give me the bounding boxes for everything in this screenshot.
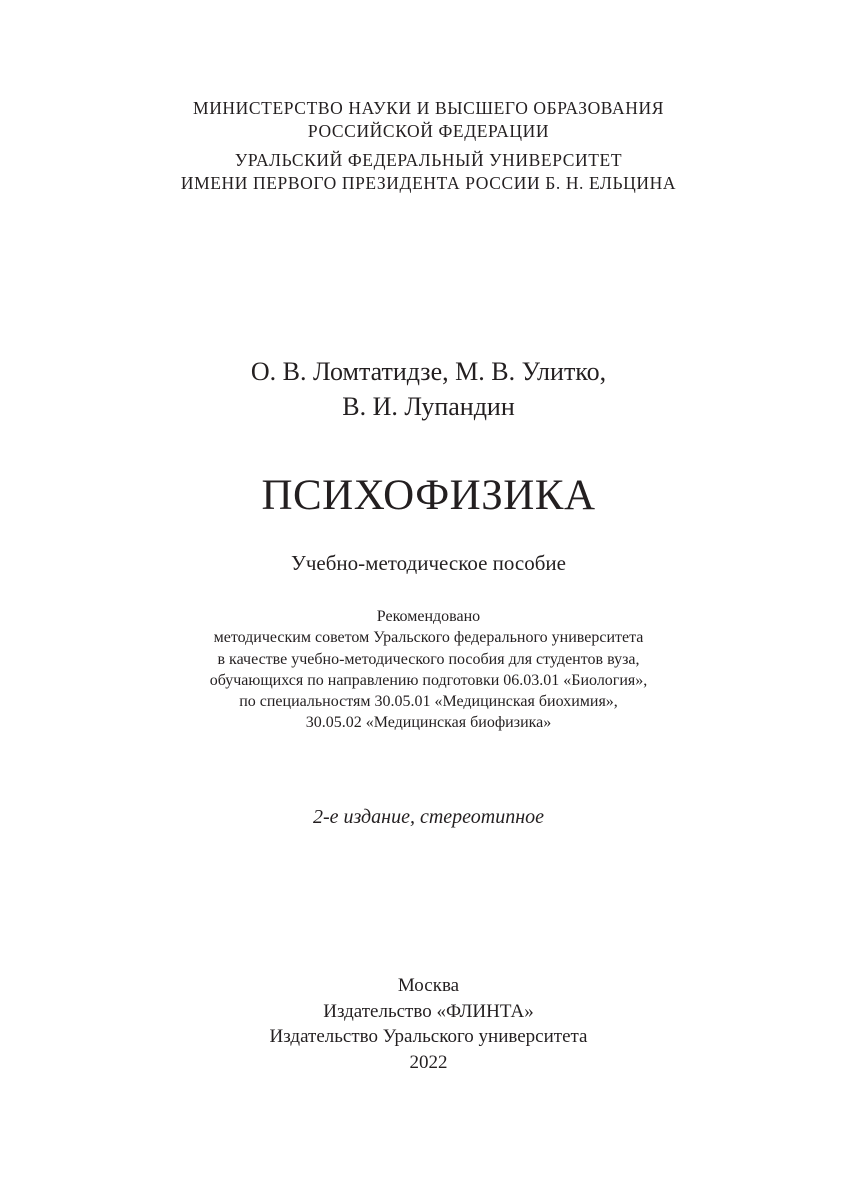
imprint-year: 2022 bbox=[409, 1051, 448, 1073]
recommendation-line-1: Рекомендовано bbox=[376, 608, 481, 625]
recommendation-note bbox=[0, 606, 857, 734]
edition-note: 2-е издание, стереотипное bbox=[312, 806, 545, 828]
university-line-2: ИМЕНИ ПЕРВОГО ПРЕЗИДЕНТА РОССИИ Б. Н. ЕЛЬЦИНА bbox=[180, 173, 677, 193]
imprint-publisher-1: Издательство «ФЛИНТА» bbox=[323, 1000, 534, 1022]
institution-header bbox=[0, 97, 857, 195]
imprint-city: Москва bbox=[397, 975, 460, 996]
authors bbox=[0, 354, 857, 424]
authors-line-1: О. В. Ломтатидзе, М. В. Улитко, bbox=[250, 357, 607, 386]
recommendation-line-5: по специальностям 30.05.01 «Медицинская биохимия», bbox=[239, 693, 618, 711]
authors-line-2: В. И. Лупандин bbox=[342, 392, 515, 421]
book-subtitle: Учебно-методическое пособие bbox=[290, 551, 566, 575]
university-line-1: УРАЛЬСКИЙ ФЕДЕРАЛЬНЫЙ УНИВЕРСИТЕТ bbox=[234, 150, 623, 170]
ministry-line-2: РОССИЙСКОЙ ФЕДЕРАЦИИ bbox=[307, 121, 550, 141]
book-title: ПСИХОФИЗИКА bbox=[261, 472, 596, 519]
imprint-publisher-2: Издательство Уральского университета bbox=[269, 1026, 588, 1047]
ministry-line-1: МИНИСТЕРСТВО НАУКИ И ВЫСШЕГО ОБРАЗОВАНИЯ bbox=[193, 98, 664, 118]
recommendation-line-6: 30.05.02 «Медицинская биофизика» bbox=[305, 714, 552, 732]
recommendation-line-2: методическим советом Уральского федерального университета bbox=[213, 629, 644, 647]
recommendation-line-4: обучающихся по направлению подготовки 06.03.01 «Биология», bbox=[209, 671, 648, 689]
imprint bbox=[0, 973, 857, 1075]
recommendation-line-3: в качестве учебно-методического пособия для студентов вуза, bbox=[217, 650, 640, 668]
